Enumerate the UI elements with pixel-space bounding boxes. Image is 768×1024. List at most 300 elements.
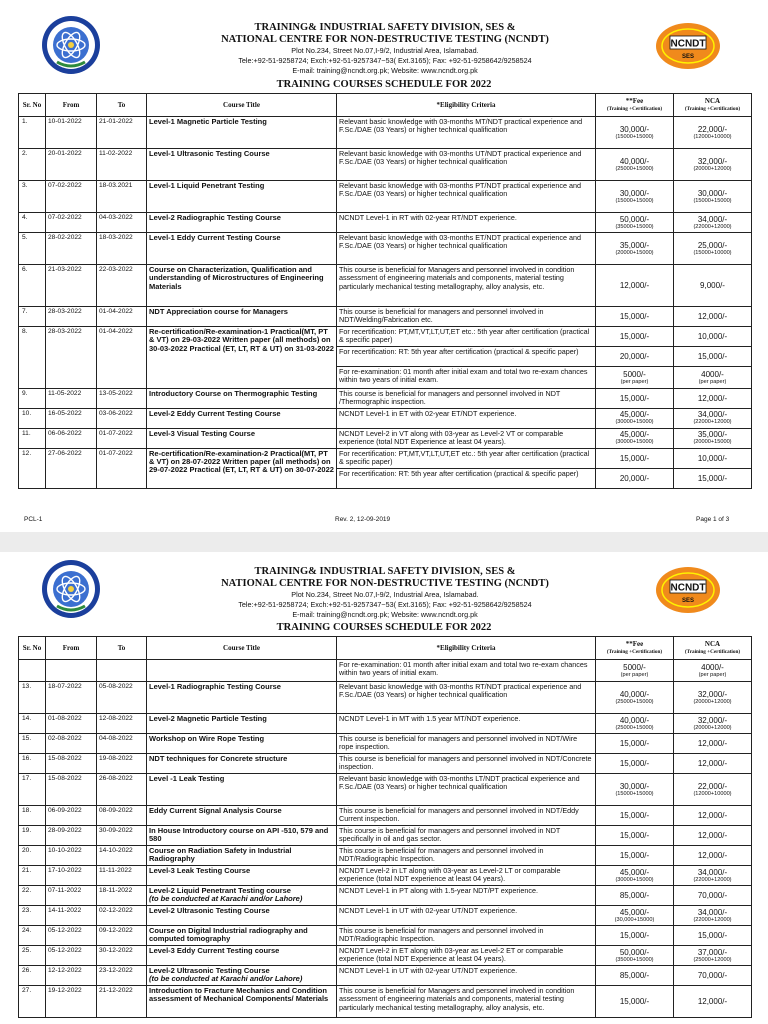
table-row bbox=[19, 307, 752, 327]
fee-cell bbox=[596, 806, 674, 826]
eligibility: NCNDT Level-1 in RT with 02-year RT/NDT experience. bbox=[337, 213, 596, 233]
table-row bbox=[19, 448, 752, 468]
eligibility: For recertification: RT: 5th year after certification (practical & specific paper) bbox=[337, 347, 596, 367]
to-date: 03-06-2022 bbox=[97, 408, 147, 428]
course-title bbox=[147, 986, 337, 1018]
fee-cell bbox=[596, 774, 674, 806]
division-name: TRAINING& INDUSTRIAL SAFETY DIVISION, SES & bbox=[254, 22, 516, 33]
course-title: Re-certification/Re-examination-1 Practical(MT, PT & VT) on 29-03-2022 Written paper (all methods) on 30-03-2022 Practical (ET, LT, RT & UT) on 31-03-2022 bbox=[147, 327, 337, 389]
col-fee-sub: (Training +Certification) bbox=[606, 106, 663, 112]
nca-cell bbox=[674, 347, 752, 367]
table-row bbox=[19, 866, 752, 886]
table-row bbox=[19, 806, 752, 826]
sr-no: 22. bbox=[19, 886, 46, 906]
sr-no: 25. bbox=[19, 946, 46, 966]
schedule-table-page-2 bbox=[18, 636, 752, 1018]
eligibility: For re-examination: 01 month after initial exam and total two re-exam chances within two years of initial exam. bbox=[337, 367, 596, 389]
course-name: Level-2 Ultrasonic Testing Course bbox=[149, 966, 270, 975]
from-date: 14-11-2022 bbox=[46, 906, 97, 926]
fee-cell-value: 30,000/- bbox=[619, 781, 650, 791]
nca-cell-value: 34,000/- bbox=[697, 410, 728, 420]
course-title bbox=[147, 660, 337, 682]
fee-cell bbox=[596, 826, 674, 846]
to-date: 01-04-2022 bbox=[97, 307, 147, 327]
to-date: 26-08-2022 bbox=[97, 774, 147, 806]
fee-cell-value: 40,000/- bbox=[619, 689, 650, 699]
sr-no: 23. bbox=[19, 906, 46, 926]
course-name: Introduction to Fracture Mechanics and Condition assessment of Mechanical Components/ Materials bbox=[149, 986, 329, 1004]
to-date: 04-08-2022 bbox=[97, 734, 147, 754]
to-date: 01-07-2022 bbox=[97, 428, 147, 448]
from-date: 10-01-2022 bbox=[46, 117, 97, 149]
nca-cell-value: 32,000/- bbox=[697, 156, 728, 166]
course-name: Introductory Course on Thermographic Testing bbox=[149, 389, 318, 398]
fee-cell-value: 15,000/- bbox=[619, 393, 650, 403]
sr-no: 10. bbox=[19, 408, 46, 428]
eligibility: Relevant basic knowledge with 03-months UT/NDT practical experience and F.Sc./DAE (03 Years) or higher technical qualification bbox=[337, 149, 596, 181]
fee-cell bbox=[596, 926, 674, 946]
fee-cell bbox=[596, 906, 674, 926]
table-header-row bbox=[19, 637, 752, 660]
col-fee bbox=[596, 637, 674, 660]
from-date: 27-06-2022 bbox=[46, 448, 97, 488]
col-sr: Sr. No bbox=[19, 94, 46, 117]
course-title bbox=[147, 906, 337, 926]
table-header-row bbox=[19, 94, 752, 117]
sr-no: 1. bbox=[19, 117, 46, 149]
nca-cell bbox=[674, 986, 752, 1018]
eligibility: NCNDT Level-1 in PT along with 1.5-year NDT/PT experience. bbox=[337, 886, 596, 906]
from-date: 06-06-2022 bbox=[46, 428, 97, 448]
from-date: 28-03-2022 bbox=[46, 327, 97, 389]
letterhead bbox=[150, 22, 620, 76]
table-row bbox=[19, 149, 752, 181]
nca-cell bbox=[674, 428, 752, 448]
eligibility: This course is beneficial for managers and personnel involved in NDT/Wire rope inspection. bbox=[337, 734, 596, 754]
footer-code: PCL-1 bbox=[24, 516, 43, 523]
table-row bbox=[19, 986, 752, 1018]
fee-cell bbox=[596, 986, 674, 1018]
to-date: 21-01-2022 bbox=[97, 117, 147, 149]
fee-cell bbox=[596, 660, 674, 682]
sr-no: 5. bbox=[19, 233, 46, 265]
fee-cell bbox=[596, 468, 674, 488]
eligibility: For recertification: PT,MT,VT,LT,UT,ET etc.: 5th year after certification (practical & specific paper) bbox=[337, 448, 596, 468]
fee-cell-breakdown: (per paper) bbox=[620, 671, 649, 678]
fee-cell-breakdown: (25000+15000) bbox=[615, 165, 654, 172]
nca-cell-value: 4000/- bbox=[701, 369, 724, 379]
nca-cell bbox=[674, 265, 752, 307]
table-row bbox=[19, 327, 752, 347]
eligibility: NCNDT Level-2 in LT along with 03-year as Level-2 LT or comparable experience (total NDT experience at least 04 years). bbox=[337, 866, 596, 886]
from-date bbox=[46, 660, 97, 682]
pakistan-atomic-energy-seal-icon bbox=[37, 14, 105, 76]
sr-no: 24. bbox=[19, 926, 46, 946]
to-date: 05-08-2022 bbox=[97, 682, 147, 714]
nca-cell-breakdown: (20000+15000) bbox=[693, 439, 732, 446]
nca-cell-breakdown: (20000+12000) bbox=[693, 165, 732, 172]
nca-cell bbox=[674, 149, 752, 181]
nca-cell bbox=[674, 734, 752, 754]
from-date: 05-12-2022 bbox=[46, 946, 97, 966]
nca-cell-breakdown: (20000+12000) bbox=[693, 698, 732, 705]
fee-cell-value: 45,000/- bbox=[619, 410, 650, 420]
to-date: 02-12-2022 bbox=[97, 906, 147, 926]
eligibility: This course is beneficial for managers and personnel involved in NDT specifically in oil and gas sector. bbox=[337, 826, 596, 846]
sr-no: 9. bbox=[19, 389, 46, 409]
table-row bbox=[19, 926, 752, 946]
to-date: 13-05-2022 bbox=[97, 389, 147, 409]
table-row bbox=[19, 826, 752, 846]
nca-cell-value: 12,000/- bbox=[697, 739, 728, 748]
course-name: Level-3 Visual Testing Course bbox=[149, 428, 256, 438]
nca-cell-value: 32,000/- bbox=[697, 715, 728, 725]
fee-cell bbox=[596, 734, 674, 754]
nca-cell-value: 22,000/- bbox=[697, 781, 728, 791]
nca-cell bbox=[674, 946, 752, 966]
fee-cell bbox=[596, 866, 674, 886]
fee-cell bbox=[596, 117, 674, 149]
nca-cell bbox=[674, 866, 752, 886]
letterhead bbox=[150, 566, 620, 620]
eligibility: This course is beneficial for managers and personnel involved in NDT /Thermographic inspection. bbox=[337, 389, 596, 409]
pakistan-atomic-energy-seal-icon bbox=[37, 558, 105, 620]
table-row bbox=[19, 408, 752, 428]
nca-cell-value: 12,000/- bbox=[697, 312, 728, 321]
fee-cell bbox=[596, 946, 674, 966]
course-name: Level-3 Eddy Current Testing course bbox=[149, 946, 280, 955]
to-date: 14-10-2022 bbox=[97, 846, 147, 866]
nca-cell bbox=[674, 846, 752, 866]
centre-name: NATIONAL CENTRE FOR NON-DESTRUCTIVE TESTING (NCNDT) bbox=[221, 578, 549, 589]
table-row bbox=[19, 906, 752, 926]
fee-cell-breakdown: (20000+15000) bbox=[615, 249, 654, 256]
nca-cell bbox=[674, 233, 752, 265]
course-name: Course on Radiation Safety in Industrial Radiography bbox=[149, 846, 292, 864]
eligibility: Relevant basic knowledge with 03-months ET/NDT practical experience and F.Sc./DAE (03 Years) or higher technical qualification bbox=[337, 233, 596, 265]
sr-no: 20. bbox=[19, 846, 46, 866]
nca-cell bbox=[674, 389, 752, 409]
course-title bbox=[147, 428, 337, 448]
table-row bbox=[19, 966, 752, 986]
sr-no: 2. bbox=[19, 149, 46, 181]
eligibility: This course is beneficial for managers and personnel involved in NDT/Radiographic Inspection. bbox=[337, 846, 596, 866]
from-date: 02-08-2022 bbox=[46, 734, 97, 754]
fee-cell-breakdown: (30000+15000) bbox=[615, 419, 654, 426]
table-row bbox=[19, 754, 752, 774]
eligibility: NCNDT Level-2 in ET along with 03-year as Level-2 ET or comparable experience (total NDT Experience at least 04 years). bbox=[337, 946, 596, 966]
nca-cell bbox=[674, 886, 752, 906]
from-date: 15-08-2022 bbox=[46, 754, 97, 774]
footer-page: Page 1 of 3 bbox=[696, 516, 730, 523]
fee-cell-breakdown: (15000+15000) bbox=[615, 197, 654, 204]
from-date: 16-05-2022 bbox=[46, 408, 97, 428]
table-row bbox=[19, 428, 752, 448]
course-name: Level-2 Eddy Current Testing Course bbox=[149, 408, 281, 418]
course-name: NDT Appreciation course for Managers bbox=[149, 307, 288, 316]
to-date: 18-03.2021 bbox=[97, 181, 147, 213]
fee-cell bbox=[596, 886, 674, 906]
fee-cell-value: 5000/- bbox=[623, 662, 646, 672]
nca-cell-value: 12,000/- bbox=[697, 759, 728, 768]
to-date: 01-07-2022 bbox=[97, 448, 147, 488]
fee-cell-breakdown: (35000+15000) bbox=[615, 223, 654, 230]
sr-no: 7. bbox=[19, 307, 46, 327]
nca-cell-value: 34,000/- bbox=[697, 214, 728, 224]
nca-cell bbox=[674, 213, 752, 233]
from-date: 28-03-2022 bbox=[46, 307, 97, 327]
sr-no: 13. bbox=[19, 682, 46, 714]
sr-no: 26. bbox=[19, 966, 46, 986]
fee-cell-value: 40,000/- bbox=[619, 715, 650, 725]
page-separator bbox=[0, 532, 768, 552]
fee-cell bbox=[596, 408, 674, 428]
from-date: 11-05-2022 bbox=[46, 389, 97, 409]
course-name: Level -1 Leak Testing bbox=[149, 774, 225, 783]
to-date: 11-11-2022 bbox=[97, 866, 147, 886]
nca-cell-breakdown: (22000+12000) bbox=[693, 876, 732, 883]
fee-cell-value: 15,000/- bbox=[619, 332, 650, 341]
fee-cell bbox=[596, 428, 674, 448]
fee-cell-breakdown: (per paper) bbox=[620, 378, 649, 385]
fee-cell-value: 15,000/- bbox=[619, 997, 650, 1006]
nca-cell bbox=[674, 327, 752, 347]
nca-cell-value: 70,000/- bbox=[697, 891, 728, 900]
col-from: From bbox=[46, 637, 97, 660]
col-nca bbox=[674, 637, 752, 660]
course-title bbox=[147, 826, 337, 846]
fee-cell bbox=[596, 233, 674, 265]
col-course: Course Title bbox=[147, 94, 337, 117]
course-note: (to be conducted at Karachi and/or Lahore) bbox=[149, 894, 303, 904]
col-fee bbox=[596, 94, 674, 117]
course-name: Level-1 Ultrasonic Testing Course bbox=[149, 149, 270, 158]
fee-cell-value: 35,000/- bbox=[619, 240, 650, 250]
col-nca-label: NCA bbox=[704, 96, 721, 105]
eligibility: This course is beneficial for managers and personnel involved in NDT/Radiographic Inspection. bbox=[337, 926, 596, 946]
from-date: 19-12-2022 bbox=[46, 986, 97, 1018]
sr-no: 6. bbox=[19, 265, 46, 307]
to-date: 01-04-2022 bbox=[97, 327, 147, 389]
from-date: 17-10-2022 bbox=[46, 866, 97, 886]
email-website: E-mail: training@ncndt.org.pk; Website: www.ncndt.org.pk bbox=[292, 66, 478, 75]
fee-cell bbox=[596, 149, 674, 181]
nca-cell bbox=[674, 408, 752, 428]
nca-cell-value: 35,000/- bbox=[697, 430, 728, 440]
from-date: 07-11-2022 bbox=[46, 886, 97, 906]
course-name: Eddy Current Signal Analysis Course bbox=[149, 806, 282, 815]
fee-cell bbox=[596, 367, 674, 389]
to-date: 23-12-2022 bbox=[97, 966, 147, 986]
table-row bbox=[19, 946, 752, 966]
from-date: 07-02-2022 bbox=[46, 213, 97, 233]
eligibility: This course is beneficial for managers and personnel involved in NDT/Concrete inspection. bbox=[337, 754, 596, 774]
table-row bbox=[19, 389, 752, 409]
nca-cell-breakdown: (22000+12000) bbox=[693, 916, 732, 923]
to-date: 22-03-2022 bbox=[97, 265, 147, 307]
nca-cell-breakdown: (22000+12000) bbox=[693, 223, 732, 230]
course-title bbox=[147, 682, 337, 714]
eligibility: For recertification: RT: 5th year after certification (practical & specific paper) bbox=[337, 468, 596, 488]
course-name: Level-1 Radiographic Testing Course bbox=[149, 682, 281, 691]
course-name: Level-1 Liquid Penetrant Testing bbox=[149, 181, 265, 190]
nca-cell-value: 4000/- bbox=[701, 662, 724, 672]
nca-cell-value: 22,000/- bbox=[697, 124, 728, 134]
col-fee-sub: (Training +Certification) bbox=[606, 649, 663, 655]
nca-cell-value: 12,000/- bbox=[697, 997, 728, 1006]
course-name: Level-3 Leak Testing Course bbox=[149, 866, 251, 875]
course-name: NDT techniques for Concrete structure bbox=[149, 754, 288, 763]
course-title bbox=[147, 149, 337, 181]
eligibility: This course is beneficial for managers and personnel involved in NDT/Eddy Current inspection. bbox=[337, 806, 596, 826]
table-row bbox=[19, 233, 752, 265]
course-title: Re-certification/Re-examination-2 Practical(MT, PT & VT) on 28-07-2022 Written paper (all methods) on 29-07-2022 Practical (ET, LT, RT & UT) on 30-07-2022 bbox=[147, 448, 337, 488]
schedule-title: TRAINING COURSES SCHEDULE FOR 2022 bbox=[276, 622, 492, 633]
nca-cell-value: 25,000/- bbox=[697, 240, 728, 250]
course-title bbox=[147, 307, 337, 327]
nca-cell-value: 9,000/- bbox=[700, 281, 725, 290]
nca-cell-value: 10,000/- bbox=[697, 332, 728, 341]
nca-cell bbox=[674, 906, 752, 926]
col-fee-label: **Fee bbox=[625, 96, 644, 105]
nca-cell-breakdown: (15000+15000) bbox=[693, 197, 732, 204]
fee-cell bbox=[596, 846, 674, 866]
table-row-continued bbox=[19, 660, 752, 682]
nca-cell bbox=[674, 468, 752, 488]
nca-cell-value: 12,000/- bbox=[697, 811, 728, 820]
sr-no bbox=[19, 660, 46, 682]
to-date: 11-02-2022 bbox=[97, 149, 147, 181]
fee-cell-value: 40,000/- bbox=[619, 156, 650, 166]
fee-cell-breakdown: (35000+15000) bbox=[615, 956, 654, 963]
division-name: TRAINING& INDUSTRIAL SAFETY DIVISION, SES & bbox=[254, 566, 516, 577]
fee-cell-breakdown: (25000+15000) bbox=[615, 698, 654, 705]
address: Plot No.234, Street No.07,I-9/2, Industrial Area, Islamabad. bbox=[291, 46, 479, 55]
col-eligibility: *Eligibility Criteria bbox=[337, 637, 596, 660]
from-date: 15-08-2022 bbox=[46, 774, 97, 806]
eligibility: For recertification: PT,MT,VT,LT,UT,ET etc.: 5th year after certification (practical & specific paper) bbox=[337, 327, 596, 347]
to-date: 18-11-2022 bbox=[97, 886, 147, 906]
nca-cell-value: 15,000/- bbox=[697, 473, 728, 483]
centre-name: NATIONAL CENTRE FOR NON-DESTRUCTIVE TESTING (NCNDT) bbox=[221, 34, 549, 45]
nca-cell-value: 15,000/- bbox=[697, 931, 728, 940]
col-nca-sub: (Training +Certification) bbox=[684, 106, 741, 112]
fee-cell bbox=[596, 714, 674, 734]
sr-no: 12. bbox=[19, 448, 46, 488]
fee-cell-value: 30,000/- bbox=[619, 124, 650, 134]
nca-cell-breakdown: (12000+10000) bbox=[693, 133, 732, 140]
fee-cell-breakdown: (15000+15000) bbox=[615, 790, 654, 797]
fee-cell bbox=[596, 327, 674, 347]
sr-no: 27. bbox=[19, 986, 46, 1018]
fee-cell bbox=[596, 448, 674, 468]
course-title bbox=[147, 389, 337, 409]
course-name: In House Introductory course on API -510, 579 and 580 bbox=[149, 826, 329, 844]
course-name: Level-2 Magnetic Particle Testing bbox=[149, 714, 267, 723]
footer-revision: Rev. 2, 12-09-2019 bbox=[335, 516, 391, 523]
ncndt-logo-icon bbox=[655, 566, 721, 614]
nca-cell bbox=[674, 307, 752, 327]
fee-cell-value: 50,000/- bbox=[619, 947, 650, 957]
fee-cell-value: 45,000/- bbox=[619, 907, 650, 917]
nca-cell bbox=[674, 826, 752, 846]
table-row bbox=[19, 774, 752, 806]
to-date: 12-08-2022 bbox=[97, 714, 147, 734]
fee-cell-value: 15,000/- bbox=[619, 453, 650, 463]
nca-cell-breakdown: (20000+12000) bbox=[693, 724, 732, 731]
from-date: 07-02-2022 bbox=[46, 181, 97, 213]
table-row bbox=[19, 181, 752, 213]
fee-cell-value: 15,000/- bbox=[619, 312, 650, 321]
col-nca-sub: (Training +Certification) bbox=[684, 649, 741, 655]
course-title bbox=[147, 714, 337, 734]
nca-cell bbox=[674, 806, 752, 826]
nca-cell bbox=[674, 714, 752, 734]
eligibility: NCNDT Level-1 in ET with 02-year ET/NDT experience. bbox=[337, 408, 596, 428]
sr-no: 16. bbox=[19, 754, 46, 774]
to-date: 04-03-2022 bbox=[97, 213, 147, 233]
fee-cell bbox=[596, 265, 674, 307]
course-title bbox=[147, 408, 337, 428]
table-row bbox=[19, 265, 752, 307]
eligibility: Relevant basic knowledge with 03-months MT/NDT practical experience and F.Sc./DAE (03 Years) or higher technical qualification bbox=[337, 117, 596, 149]
page-2 bbox=[0, 552, 768, 1024]
nca-cell-breakdown: (25000+12000) bbox=[693, 956, 732, 963]
sr-no: 17. bbox=[19, 774, 46, 806]
course-name: Level-1 Eddy Current Testing Course bbox=[149, 233, 281, 242]
course-title bbox=[147, 233, 337, 265]
course-name: Course on Digital Industrial radiography and computed tomography bbox=[149, 926, 308, 944]
col-fee-label: **Fee bbox=[625, 639, 644, 648]
course-title bbox=[147, 846, 337, 866]
from-date: 28-09-2022 bbox=[46, 826, 97, 846]
sr-no: 3. bbox=[19, 181, 46, 213]
eligibility: This course is beneficial for Managers and personnel involved in condition assessment of engineering materials and components, material testing particularly mechanical testing metallography, alloy analysis, etc. bbox=[337, 265, 596, 307]
fee-cell-value: 45,000/- bbox=[619, 867, 650, 877]
course-title bbox=[147, 213, 337, 233]
course-title bbox=[147, 806, 337, 826]
col-to: To bbox=[97, 94, 147, 117]
col-from: From bbox=[46, 94, 97, 117]
from-date: 06-09-2022 bbox=[46, 806, 97, 826]
course-title bbox=[147, 886, 337, 906]
col-nca-label: NCA bbox=[704, 639, 721, 648]
to-date: 08-09-2022 bbox=[97, 806, 147, 826]
from-date: 18-07-2022 bbox=[46, 682, 97, 714]
nca-cell-value: 12,000/- bbox=[697, 831, 728, 840]
nca-cell-value: 30,000/- bbox=[697, 188, 728, 198]
course-title bbox=[147, 774, 337, 806]
phone: Tele:+92-51-9258724; Exch:+92-51-9257347~53( Ext.3165); Fax: +92-51-9258642/9258524 bbox=[238, 600, 532, 609]
course-title bbox=[147, 181, 337, 213]
table-row bbox=[19, 682, 752, 714]
ncndt-logo-text: NCNDT bbox=[670, 38, 706, 50]
eligibility: This course is beneficial for managers and personnel involved in NDT/Welding/Fabrication etc. bbox=[337, 307, 596, 327]
nca-cell-breakdown: (15000+10000) bbox=[693, 249, 732, 256]
sr-no: 18. bbox=[19, 806, 46, 826]
nca-cell-value: 15,000/- bbox=[697, 352, 728, 361]
course-title bbox=[147, 117, 337, 149]
nca-cell-value: 12,000/- bbox=[697, 851, 728, 860]
table-row bbox=[19, 846, 752, 866]
eligibility: NCNDT Level-2 in VT along with 03-year as Level-2 VT or comparable experience (total NDT Experience at least 04 years). bbox=[337, 428, 596, 448]
col-to: To bbox=[97, 637, 147, 660]
nca-cell bbox=[674, 754, 752, 774]
sr-no: 15. bbox=[19, 734, 46, 754]
to-date: 09-12-2022 bbox=[97, 926, 147, 946]
sr-no: 8. bbox=[19, 327, 46, 389]
eligibility: Relevant basic knowledge with 03-months LT/NDT practical experience and F.Sc./DAE (03 Years) or higher technical qualification bbox=[337, 774, 596, 806]
